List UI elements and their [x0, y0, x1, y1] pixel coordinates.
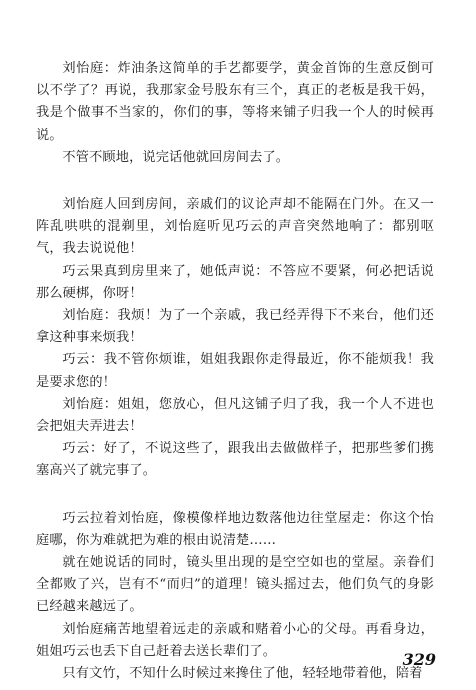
- paragraph-11: 刘怡庭痛苦地望着远走的亲戚和赌着小心的父母。再看身边，姐姐巧云也丢下自己赶着去送长辈们了。: [36, 621, 434, 659]
- paragraph-12: 只有文竹，不知什么时候过来搀住了他，轻轻地带着他，陪着: [62, 666, 423, 682]
- section-gap: [36, 169, 434, 194]
- paragraph-10: 就在她说话的同时，镜头里出现的是空空如也的堂屋。亲眷们全都败了兴，岂有不“而归”的道理！镜头摇过去，他们负气的身影已经越来越远了。: [36, 555, 434, 615]
- paragraph-2: 不管不顾地，说完话他就回房间去了。: [62, 149, 290, 165]
- page-number: 329: [402, 650, 436, 669]
- paragraph-9: 巧云拉着刘怡庭，像模像样地边数落他边往堂屋走：你这个怡庭哪，你为难就把为难的根由说清楚……: [36, 510, 434, 548]
- page-body: [36, 58, 434, 685]
- section-gap: [36, 483, 434, 508]
- paragraph-8: 巧云：好了，不说这些了，跟我出去做做样子，把那些爹们携塞高兴了就完事了。: [36, 441, 434, 479]
- paragraph-6: 巧云：我不管你烦谁，姐姐我跟你走得最近，你不能烦我！我是要求您的！: [36, 352, 434, 390]
- paragraph-5: 刘怡庭：我烦！为了一个亲戚，我已经弄得下不来台，他们还拿这种事来烦我！: [36, 308, 434, 346]
- paragraph-3: 刘怡庭人回到房间，亲戚们的议论声却不能隔在门外。在又一阵乱哄哄的混剃里，刘怡庭听见巧云的声音突然地响了：都别呕气，我去说说他！: [36, 197, 434, 257]
- paragraph-1: 刘怡庭：炸油条这简单的手艺都要学，黄金首饰的生意反倒可以不学了？再说，我那家金号股东有三个，真正的老板是我干妈，我是个做事不当家的，你们的事，等将来铺子归我一个人的时候再说。: [36, 61, 434, 143]
- paragraph-7: 刘怡庭：姐姐，您放心，但凡这铺子归了我，我一个人不进也会把姐夫弄进去！: [36, 396, 434, 435]
- paragraph-4: 巧云果真到房里来了，她低声说：不答应不要紧，何必把话说那么硬梆，你呀！: [36, 263, 434, 301]
